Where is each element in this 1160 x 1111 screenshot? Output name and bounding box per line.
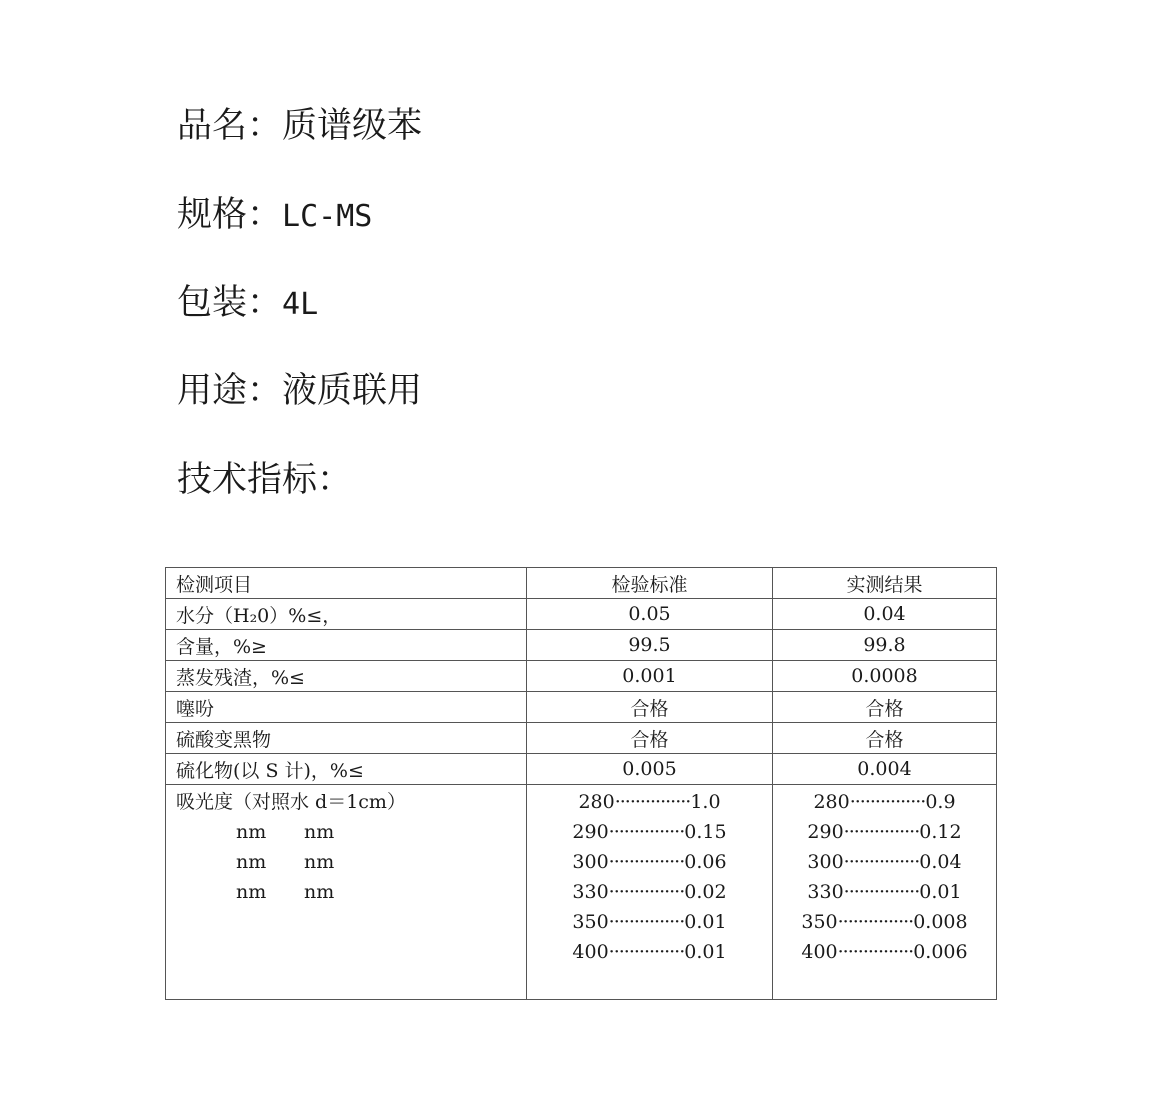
absorbance-line bbox=[527, 877, 772, 907]
wavelength: 280 bbox=[578, 791, 615, 813]
absorbance-line bbox=[773, 817, 996, 847]
nm-unit: nm bbox=[304, 881, 335, 903]
row-item: 硫酸变黑物 bbox=[166, 723, 527, 754]
absorbance-line bbox=[527, 937, 772, 967]
row-item: 硫化物(以 S 计)，%≤ bbox=[166, 754, 527, 785]
product-spec-value: LC-MS bbox=[282, 199, 373, 234]
absorbance-value: 0.01 bbox=[919, 881, 962, 903]
nm-line bbox=[176, 817, 526, 847]
nm-unit: nm bbox=[236, 821, 267, 843]
absorbance-value: 0.9 bbox=[925, 791, 956, 813]
leader-dots: ··············· bbox=[608, 821, 685, 843]
leader-dots: ··············· bbox=[837, 941, 914, 963]
tech-spec-heading bbox=[177, 458, 352, 502]
absorbance-row bbox=[166, 785, 997, 1000]
wavelength: 290 bbox=[807, 821, 844, 843]
row-standard: 0.001 bbox=[527, 661, 773, 692]
leader-dots: ··············· bbox=[608, 941, 685, 963]
table-row bbox=[166, 630, 997, 661]
table-header-row bbox=[166, 568, 997, 599]
absorbance-value: 0.008 bbox=[913, 911, 968, 933]
header-item: 检测项目 bbox=[166, 568, 527, 599]
leader-dots: ··············· bbox=[843, 821, 920, 843]
nm-unit: nm bbox=[304, 851, 335, 873]
nm-line bbox=[176, 877, 526, 907]
product-spec-label: 规格： bbox=[177, 195, 283, 235]
table-row bbox=[166, 754, 997, 785]
absorbance-line bbox=[527, 907, 772, 937]
row-item: 噻吩 bbox=[166, 692, 527, 723]
row-result: 0.0008 bbox=[773, 661, 997, 692]
absorbance-value: 0.01 bbox=[684, 941, 727, 963]
absorbance-line bbox=[773, 787, 996, 817]
absorbance-standard-cell bbox=[527, 785, 773, 1000]
leader-dots: ··············· bbox=[843, 851, 920, 873]
wavelength: 350 bbox=[572, 911, 609, 933]
header-standard: 检验标准 bbox=[527, 568, 773, 599]
row-item: 水分（H₂0）%≤， bbox=[166, 599, 527, 630]
absorbance-item-cell bbox=[166, 785, 527, 1000]
leader-dots: ··············· bbox=[614, 791, 691, 813]
nm-unit: nm bbox=[236, 851, 267, 873]
absorbance-line bbox=[773, 877, 996, 907]
row-standard: 合格 bbox=[527, 723, 773, 754]
row-standard: 合格 bbox=[527, 692, 773, 723]
product-use-line bbox=[177, 369, 422, 413]
table-row bbox=[166, 692, 997, 723]
product-package-line bbox=[177, 281, 318, 327]
product-name-line bbox=[177, 104, 422, 148]
row-item: 蒸发残渣，%≤ bbox=[166, 661, 527, 692]
wavelength: 290 bbox=[572, 821, 609, 843]
product-use-value: 液质联用 bbox=[282, 371, 423, 411]
product-name-label: 品名： bbox=[177, 106, 283, 146]
leader-dots: ··············· bbox=[837, 911, 914, 933]
row-standard: 0.05 bbox=[527, 599, 773, 630]
wavelength: 350 bbox=[801, 911, 838, 933]
product-spec-line bbox=[177, 193, 372, 239]
row-standard: 0.005 bbox=[527, 754, 773, 785]
wavelength: 330 bbox=[807, 881, 844, 903]
absorbance-title: 吸光度（对照水 d＝1cm） bbox=[176, 791, 406, 813]
row-result: 合格 bbox=[773, 723, 997, 754]
nm-unit: nm bbox=[236, 881, 267, 903]
row-item: 含量，%≥ bbox=[166, 630, 527, 661]
absorbance-line bbox=[527, 817, 772, 847]
row-result: 合格 bbox=[773, 692, 997, 723]
absorbance-line bbox=[773, 937, 996, 967]
wavelength: 300 bbox=[572, 851, 609, 873]
absorbance-value: 0.006 bbox=[913, 941, 968, 963]
absorbance-value: 0.04 bbox=[919, 851, 962, 873]
product-name-value: 质谱级苯 bbox=[282, 106, 423, 146]
absorbance-line bbox=[773, 907, 996, 937]
absorbance-result-cell bbox=[773, 785, 997, 1000]
leader-dots: ··············· bbox=[843, 881, 920, 903]
leader-dots: ··············· bbox=[608, 851, 685, 873]
absorbance-value: 0.02 bbox=[684, 881, 727, 903]
table-row bbox=[166, 723, 997, 754]
absorbance-value: 1.0 bbox=[690, 791, 721, 813]
product-use-label: 用途： bbox=[177, 371, 283, 411]
absorbance-result-list bbox=[773, 787, 996, 967]
absorbance-value: 0.15 bbox=[684, 821, 727, 843]
header-result: 实测结果 bbox=[773, 568, 997, 599]
row-result: 99.8 bbox=[773, 630, 997, 661]
absorbance-line bbox=[773, 847, 996, 877]
nm-unit: nm bbox=[304, 821, 335, 843]
table-row bbox=[166, 599, 997, 630]
absorbance-line bbox=[527, 847, 772, 877]
absorbance-value: 0.01 bbox=[684, 911, 727, 933]
wavelength: 400 bbox=[801, 941, 838, 963]
absorbance-value: 0.12 bbox=[919, 821, 962, 843]
absorbance-value: 0.06 bbox=[684, 851, 727, 873]
table-row bbox=[166, 661, 997, 692]
product-package-value: 4L bbox=[282, 287, 319, 322]
leader-dots: ··············· bbox=[608, 881, 685, 903]
absorbance-standard-list bbox=[527, 787, 772, 967]
wavelength: 400 bbox=[572, 941, 609, 963]
leader-dots: ··············· bbox=[849, 791, 926, 813]
row-standard: 99.5 bbox=[527, 630, 773, 661]
row-result: 0.04 bbox=[773, 599, 997, 630]
leader-dots: ··············· bbox=[608, 911, 685, 933]
wavelength: 330 bbox=[572, 881, 609, 903]
row-result: 0.004 bbox=[773, 754, 997, 785]
tech-spec-label: 技术指标： bbox=[177, 460, 353, 500]
nm-line bbox=[176, 847, 526, 877]
wavelength: 300 bbox=[807, 851, 844, 873]
absorbance-line bbox=[527, 787, 772, 817]
product-package-label: 包装： bbox=[177, 283, 283, 323]
wavelength: 280 bbox=[813, 791, 850, 813]
spec-table bbox=[165, 567, 997, 1000]
